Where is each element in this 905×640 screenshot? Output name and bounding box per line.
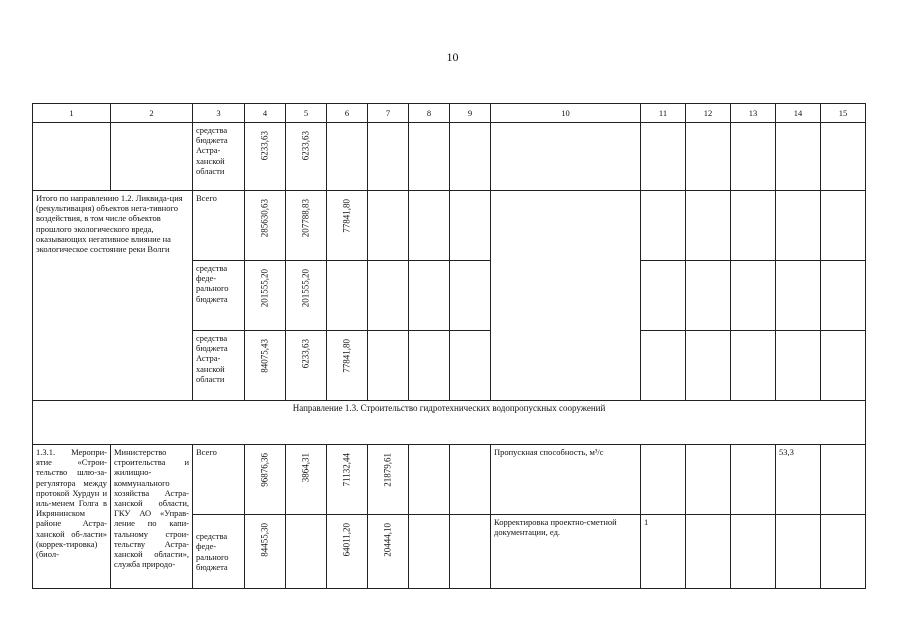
cell-empty: [450, 191, 491, 261]
cell-empty: [641, 191, 686, 261]
table-row: [33, 123, 866, 191]
cell-empty: [731, 445, 776, 515]
value-cell: [286, 191, 327, 261]
section-heading: Направление 1.3. Строительство гидротехнических водопропускных сооружений: [33, 401, 866, 445]
col-header-5: 5: [286, 104, 327, 123]
cell-empty: [686, 331, 731, 401]
program-table: [32, 103, 866, 589]
cell-empty: [450, 515, 491, 589]
col-header-9: 9: [450, 104, 491, 123]
value-cell: [368, 445, 409, 515]
cell-empty: [327, 261, 368, 331]
cell-empty: [686, 445, 731, 515]
cell-empty: [641, 445, 686, 515]
value-text: 96876,36: [259, 453, 270, 487]
cell-empty: [641, 331, 686, 401]
col-header-15: 15: [821, 104, 866, 123]
cell-empty: [409, 191, 450, 261]
col-header-8: 8: [409, 104, 450, 123]
value-cell: [245, 331, 286, 401]
value-text: 207788,83: [300, 199, 311, 238]
cell-empty: [731, 261, 776, 331]
value-cell: [327, 331, 368, 401]
total-direction-1-2-cell: Итого по направлению 1.2. Ликвида-ция (рекультивация) объектов нега-тивного воздействия, в том числе объектов прошлого экологического вреда, оказывающих негативное влияние на экологическое состояние реки Волги: [33, 191, 193, 401]
col-header-1: 1: [33, 104, 111, 123]
cell-empty: [686, 123, 731, 191]
value-text: 77841,80: [341, 339, 352, 373]
value-text: 6233,63: [259, 131, 270, 161]
cell-empty: [368, 123, 409, 191]
table-row: [33, 445, 866, 515]
value-text: 6233,63: [300, 131, 311, 161]
cell-empty: [731, 331, 776, 401]
cell-empty: [821, 261, 866, 331]
table-row: [33, 191, 866, 261]
value-cell: [286, 331, 327, 401]
cell-empty: [731, 191, 776, 261]
value-cell: [245, 261, 286, 331]
value-cell: [327, 445, 368, 515]
col-header-10: 10: [491, 104, 641, 123]
col-header-3: 3: [193, 104, 245, 123]
cell-empty: [821, 445, 866, 515]
cell-empty: [641, 261, 686, 331]
value-cell: [245, 123, 286, 191]
funding-source-cell: Всего: [193, 191, 245, 261]
value-cell: [245, 515, 286, 589]
funding-source-cell: средства бюджета Астра-ханской области: [193, 123, 245, 191]
value-cell: [245, 445, 286, 515]
value-text: 84455,30: [259, 523, 270, 557]
cell-empty: [368, 331, 409, 401]
cell-empty: [409, 123, 450, 191]
cell-empty: [821, 331, 866, 401]
cell-empty: [821, 515, 866, 589]
col-header-12: 12: [686, 104, 731, 123]
header-row: [33, 104, 866, 123]
col-header-13: 13: [731, 104, 776, 123]
value-text: 77841,80: [341, 199, 352, 233]
cell-empty: [409, 445, 450, 515]
col-header-4: 4: [245, 104, 286, 123]
cell-empty: [641, 123, 686, 191]
cell-empty: [776, 515, 821, 589]
value-text: 3864,31: [300, 453, 311, 483]
value-text: 6233,63: [300, 339, 311, 369]
value-text: 201555,20: [259, 269, 270, 308]
cell-empty: [821, 123, 866, 191]
indicator-name-cell: Корректировка проектно-сметной документации, ед.: [491, 515, 641, 589]
page-number: 10: [446, 50, 459, 64]
activity-name-cell: 1.3.1. Меропри-ятие «Строи-тельство шлю-за-регулятора между протокой Хурдун и иль-менем Голга в Икрянинском районе Астра-ханской об-ласти» (коррек-тировка) (биол-: [33, 445, 111, 589]
cell-empty: [776, 331, 821, 401]
value-text: 84075,43: [259, 339, 270, 373]
value-text: 285630,63: [259, 199, 270, 238]
cell-empty: [731, 123, 776, 191]
funding-source-cell: средства феде-рального бюджета: [193, 261, 245, 331]
value-cell: [327, 191, 368, 261]
value-text: 21879,61: [382, 453, 393, 487]
cell-empty: [821, 191, 866, 261]
value-cell: [245, 191, 286, 261]
indicator-value-cell: 53,3: [776, 445, 821, 515]
value-text: 201555,20: [300, 269, 311, 308]
cell-empty: [491, 191, 641, 401]
cell-empty: [409, 515, 450, 589]
indicator-value-cell: 1: [641, 515, 686, 589]
cell-empty: [33, 123, 111, 191]
value-cell: [286, 445, 327, 515]
cell-empty: [776, 123, 821, 191]
responsible-executor-cell: Министерство строительства и жилищно-коммунального хозяйства Астра-ханской области, ГКУ АО «Управ-ление по капи-тальному строи-тельству Астра-ханской области», служба природо-: [111, 445, 193, 589]
cell-empty: [327, 123, 368, 191]
col-header-6: 6: [327, 104, 368, 123]
funding-source-cell: Всего: [193, 445, 245, 515]
cell-empty: [686, 261, 731, 331]
section-row: [33, 401, 866, 445]
col-header-2: 2: [111, 104, 193, 123]
value-text: 20444,10: [382, 523, 393, 557]
cell-empty: [450, 445, 491, 515]
cell-empty: [776, 261, 821, 331]
value-cell: [286, 123, 327, 191]
value-cell: [286, 261, 327, 331]
value-text: 71132,44: [341, 453, 352, 487]
col-header-11: 11: [641, 104, 686, 123]
col-header-7: 7: [368, 104, 409, 123]
cell-empty: [286, 515, 327, 589]
cell-empty: [409, 331, 450, 401]
cell-empty: [776, 191, 821, 261]
cell-empty: [111, 123, 193, 191]
cell-empty: [491, 123, 641, 191]
cell-empty: [368, 261, 409, 331]
cell-empty: [368, 191, 409, 261]
indicator-name-cell: Пропускная способность, м³/с: [491, 445, 641, 515]
cell-empty: [686, 515, 731, 589]
value-text: 64011,20: [341, 523, 352, 557]
cell-empty: [450, 261, 491, 331]
cell-empty: [686, 191, 731, 261]
funding-source-cell: средства феде-рального бюджета: [193, 515, 245, 589]
value-cell: [327, 515, 368, 589]
cell-empty: [731, 515, 776, 589]
value-cell: [368, 515, 409, 589]
col-header-14: 14: [776, 104, 821, 123]
cell-empty: [450, 123, 491, 191]
funding-source-cell: средства бюджета Астра-ханской области: [193, 331, 245, 401]
cell-empty: [409, 261, 450, 331]
cell-empty: [450, 331, 491, 401]
